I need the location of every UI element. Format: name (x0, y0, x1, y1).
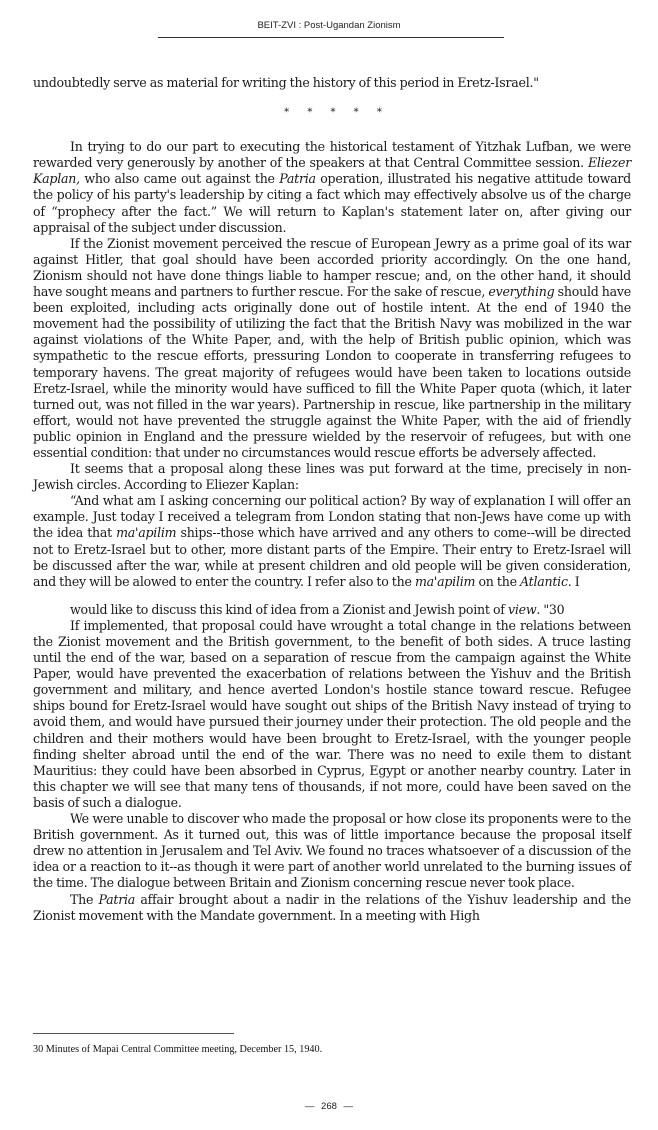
paragraph-proposal: It seems that a proposal along these lines was put forward at the time, precisely in non-Jewish circles. According to Eliezer Kaplan: (33, 461, 631, 493)
paragraph-unable-discover: We were unable to discover who made the proposal or how close its proponents were to the British government. As it turned out, this was of little importance because the proposal itself drew no attention in Jerusalem and Tel Aviv. We found no traces whatsoever of a discussion of the idea or a reaction to it--as though it were part of another world unrelated to the burning issues of the time. The dialogue between Britain and Zionism concerning rescue never took place. (33, 811, 631, 891)
italic-term: ma'apilim (116, 525, 177, 541)
paragraph-quote-end: would like to discuss this kind of idea from a Zionist and Jewish point of view. "30 (70, 601, 565, 617)
paragraph-rescue-goal: If the Zionist movement perceived the rescue of European Jewry as a prime goal of its war against Hitler, that goal should have been accorded priority accordingly. On the one hand, Zionism should not have done things liable to hamper rescue; and, on the other hand, it should have sought means and partners to further rescue. For the sake of rescue, everything should have been exploited, including acts originally done out of hostile intent. At the end of 1940 the movement had the possibility of utilizing the fact that the British Navy was mobilized in the war against violations of the White Paper, and, with the help of British public opinion, which was sympathetic to the rescue efforts, pressuring London to cooperate in transferring refugees to temporary havens. The great majority of refugees would have been taken to locations outside Eretz-Israel, while the minority would have sufficed to fill the White Paper quota (which, it later turned out, was not filled in the war years). Partnership in rescue, like partnership in the military effort, would not have prevented the struggle against the White Paper, with the aid of friendly public opinion in England and the pressure wielded by the reservoir of refugees, but with one essential condition: that under no circumstances would rescue efforts be adversely affected. (33, 235, 631, 460)
italic-term: ma'apilim (414, 573, 476, 589)
italic-word: view (507, 601, 537, 617)
footnote: 30 Minutes of Mapai Central Committee meeting, December 15, 1940. (33, 1044, 323, 1055)
italic-ship-name: Patria (279, 171, 316, 187)
footnote-rule (33, 1033, 234, 1034)
paragraph-patria-affair: The Patria affair brought about a nadir in the relations of the Yishuv leadership and the Zionist movement with the Mandate government. In a meeting with High (33, 891, 631, 923)
italic-name: Eliezer Kaplan, (33, 155, 631, 187)
italic-ship-name: Atlantic (520, 573, 568, 589)
page-number: — 268 — (304, 1101, 354, 1112)
running-header: BEIT-ZVI : Post-Ugandan Zionism (257, 20, 401, 31)
paragraph-continuation: undoubtedly serve as material for writing the history of this period in Eretz-Israel." (33, 75, 539, 90)
italic-ship-name: Patria (98, 891, 136, 907)
paragraph-quote: “And what am I asking concerning our political action? By way of explanation I will offer an example. Just today I received a telegram from London stating that non-Jews have come up with the idea that ma'apilim ships--those which have arrived and any others to come--will be directed not to Eretz-Israel but to other, more distant parts of the Empire. Their entry to Eretz-Israel will be discussed after the war, while at present children and old people will be given consideration, and they will be alowed to enter the country. I refer also to the ma'apilim on the Atlantic. I (33, 493, 631, 589)
paragraph-implemented: If implemented, that proposal could have wrought a total change in the relations between the Zionist movement and the British government, to the benefit of both sides. A truce lasting until the end of the war, based on a separation of rescue from the campaign against the White Paper, would have prevented the exacerbation of relations between the Yishuv and the British government and military, and hence averted London's hostile stance toward rescue. Refugee ships bound for Eretz-Israel would have sought out ships of the British Navy instead of trying to avoid them, and would have pursued their journey under their protection. The old people and the children and their mothers would have been brought to Eretz-Israel, with the younger people finding shelter abroad until the end of the war. There was no need to exile them to distant Mauritius: they could have been absorbed in Cyprus, Egypt or another nearby country. Later in this chapter we will see that many tens of thousands, if not more, could have been saved on the basis of such a dialogue. (33, 617, 631, 810)
body-text (33, 75, 631, 924)
paragraph-kaplan-intro: In trying to do our part to executing the historical testament of Yitzhak Lufban, we were rewarded very generously by another of the speakers at that Central Committee session. Eliezer Kaplan, who also came out against the Patria operation, illustrated his negative attitude toward the policy of his party's leadership by citing a fact which may effectively absolve us of the charge of “prophecy after the fact.” We will return to Kaplan's statement later on, after giving our appraisal of the subject under discussion. (33, 139, 631, 235)
section-separator: * * * * * (284, 107, 388, 119)
header-rule (158, 37, 504, 38)
italic-emphasis: everything (488, 284, 555, 300)
